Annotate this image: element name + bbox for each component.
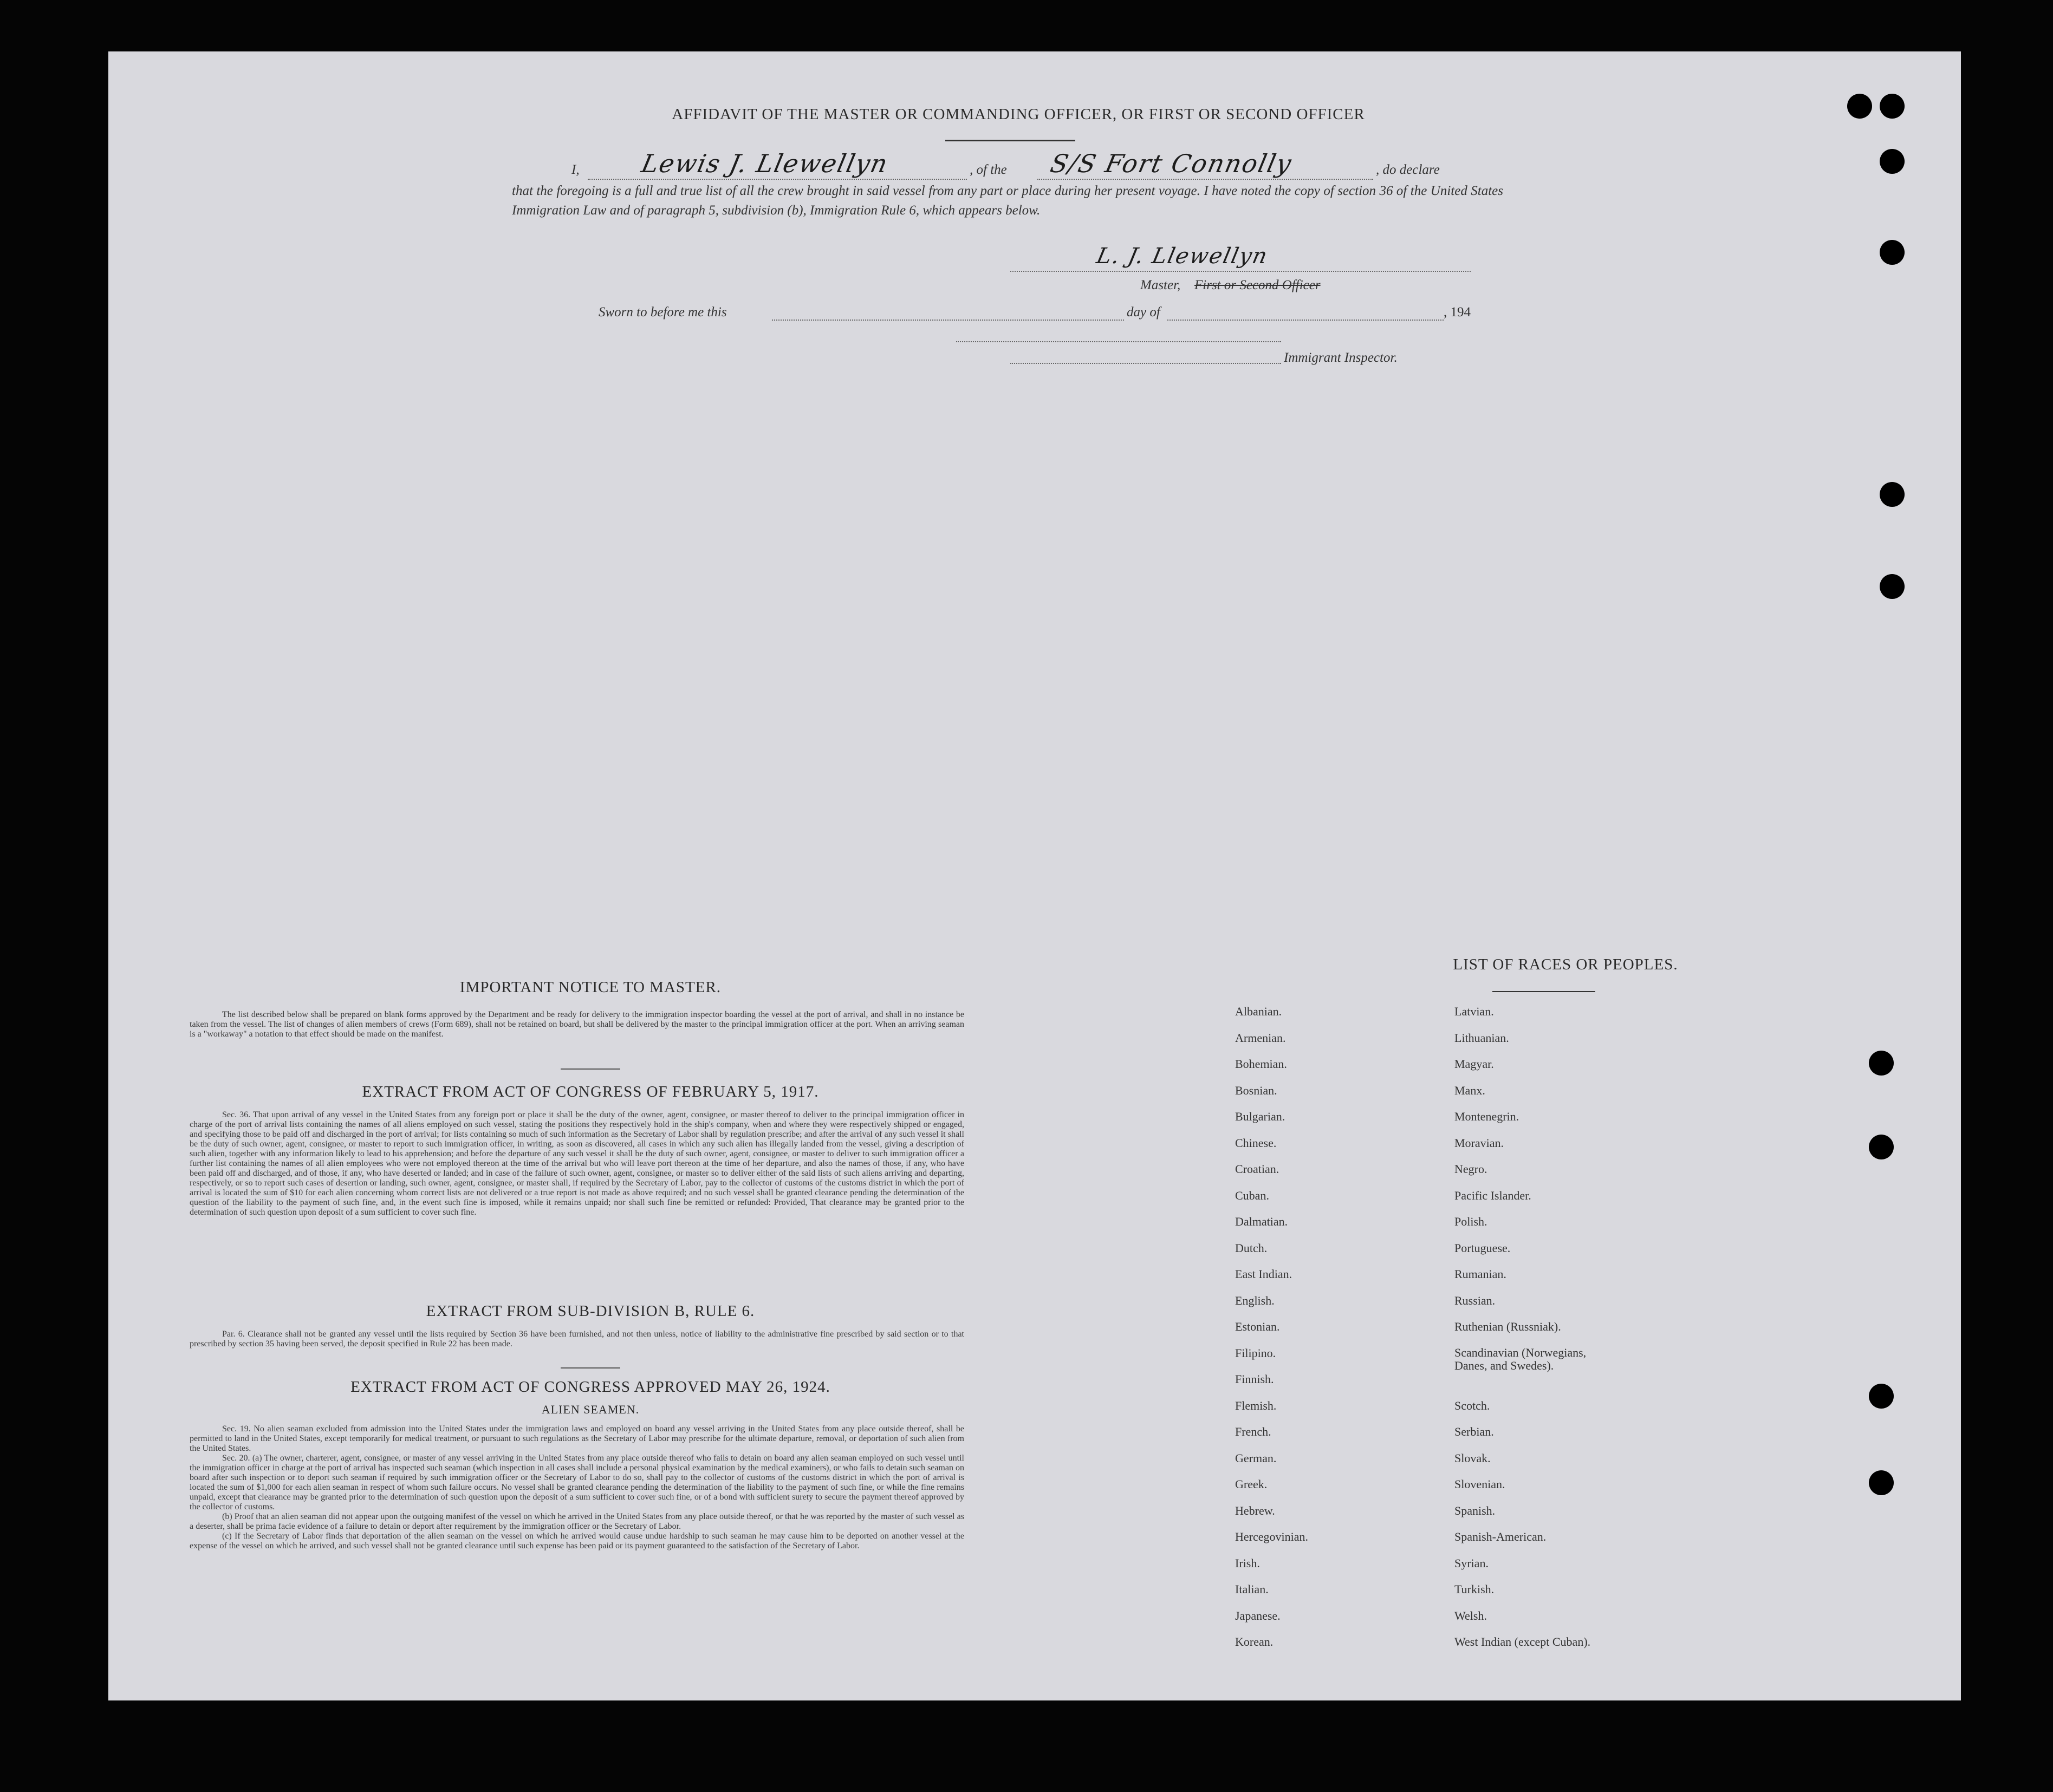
race-item: Lithuanian. <box>1454 1031 1509 1045</box>
race-item: Japanese. <box>1235 1608 1281 1622</box>
divider <box>561 1068 620 1070</box>
race-item: Bohemian. <box>1235 1057 1287 1071</box>
sec20b-paragraph: (b) Proof that an alien seaman did not appear upon the outgoing manifest of the vessel on which he arrived in the United States from any place outside thereof, or that he was reported by the master of such vessel as a deserter, shall be prima facie evidence of a failure to detain or deport after requirement by the immigration officer or the Secretary of Labor. <box>190 1512 964 1531</box>
race-item: German. <box>1235 1451 1277 1465</box>
race-item: Moravian. <box>1454 1136 1504 1150</box>
race-item: Latvian. <box>1454 1005 1494 1018</box>
race-item: Armenian. <box>1235 1031 1286 1045</box>
races-left-column <box>1235 1005 1308 1661</box>
punch-hole <box>1869 1470 1894 1495</box>
notice-paragraph: The list described below shall be prepared on blank forms approved by the Department and be ready for delivery to the immigration inspector boarding the vessel at the port of arrival, and shall in no instance be taken from the vessel. The list of changes of alien members of crews (Form 689), shall not be retained on board, but shall be delivered by the master to the principal immigration officer at the port. When an arriving seaman is a "workaway" a notation to that effect should be made on the manifest. <box>190 1010 964 1039</box>
race-item: Montenegrin. <box>1454 1110 1519 1123</box>
race-item: Spanish. <box>1454 1503 1496 1517</box>
races-rule <box>1492 991 1595 992</box>
par6-paragraph: Par. 6. Clearance shall not be granted any vessel until the lists required by Section 36 have been furnished, and not then unless, notice of liability to the administrative fine prescribed by said section or to that prescribed by section 35 having been served, the deposit specified in Rule 22 has been made. <box>190 1330 964 1348</box>
year-label: , 194 <box>1444 305 1471 320</box>
sworn-label: Sworn to before me this <box>599 305 727 320</box>
race-item: Slovenian. <box>1454 1477 1505 1491</box>
race-item: French. <box>1235 1425 1271 1438</box>
race-item: Croatian. <box>1235 1162 1279 1176</box>
race-item: Slovak. <box>1454 1451 1491 1465</box>
race-item: Italian. <box>1235 1582 1269 1596</box>
divider <box>561 1367 620 1369</box>
race-item: Korean. <box>1235 1635 1274 1648</box>
races-right-column <box>1454 1005 1617 1661</box>
race-item: Welsh. <box>1454 1608 1487 1622</box>
day-of-label: day of <box>1127 305 1160 320</box>
race-item: Finnish. <box>1235 1372 1274 1386</box>
race-item: Hercegovinian. <box>1235 1530 1308 1543</box>
extract-1924-subtitle: ALIEN SEAMEN. <box>541 1403 640 1416</box>
punch-hole <box>1880 149 1905 174</box>
title-rule <box>945 140 1075 141</box>
extract-1924-text <box>190 1424 964 1551</box>
signature-line <box>1010 271 1471 272</box>
sec20a-paragraph: Sec. 20. (a) The owner, charterer, agent, consignee, or master of any vessel arriving in the United States from any place outside thereof who fails to detain on board any alien seaman employed on such vessel until the immigration officer in charge at the port of arrival has inspected such seaman (which inspection in all cases shall include a personal physical examination by the medical examiners), or who fails to detain such seaman on board after such inspection or to deport such seaman if required by such immigration officer or the Secretary of Labor to do so, shall pay to the collector of customs of the customs district in which the port of arrival is located the sum of $1,000 for each alien seaman in respect of whom such failure occurs. No vessel shall be granted clearance pending the determination of the liability to the payment of such fine, or while the fine remains unpaid, except that clearance may be granted prior to the determination of such question upon the deposit of a sum sufficient to cover such fine, or of a bond with sufficient surety to secure the payment thereof approved by the collector of customs. <box>190 1454 964 1511</box>
race-item: Dutch. <box>1235 1241 1268 1255</box>
race-item: Ruthenian (Russniak). <box>1454 1320 1561 1333</box>
race-item: Russian. <box>1454 1293 1496 1307</box>
punch-hole <box>1869 1051 1894 1076</box>
race-item: Turkish. <box>1454 1582 1495 1596</box>
punch-hole <box>1880 240 1905 265</box>
extract-1917-title: EXTRACT FROM ACT OF CONGRESS OF FEBRUARY 5, 1917. <box>362 1083 819 1100</box>
race-item: Filipino. <box>1235 1346 1276 1360</box>
declaration-text: that the foregoing is a full and true list of all the crew brought in said vessel from any part or place during her present voyage. I have noted the copy of section 36 of the United States Immigration Law and of paragraph 5, subdivision (b), Immigration Rule 6, which appears below. <box>512 184 1503 218</box>
punch-hole <box>1880 574 1905 599</box>
signature-handwritten: L. J. Llewellyn <box>1094 244 1271 269</box>
extract-rule6-text <box>190 1330 964 1349</box>
race-item: Negro. <box>1454 1162 1487 1176</box>
punch-hole <box>1880 94 1905 119</box>
punch-hole <box>1847 94 1872 119</box>
vessel-blank <box>1037 179 1373 180</box>
i-label: I, <box>571 162 580 177</box>
of-the-label: , of the <box>970 162 1007 177</box>
sec36-paragraph: Sec. 36. That upon arrival of any vessel in the United States from any foreign port or place it shall be the duty of the owner, agent, consignee, or master thereof to deliver to the principal immigration officer in charge of the port of arrival lists containing the names of all aliens employed on such vessel, stating the positions they respectively hold in the ship's company, when and where they were respectively shipped or engaged, and specifying those to be paid off and discharged in the port of arrival; for lists containing so much of such information as the Secretary of Labor shall by regulation prescribe; and after the arrival of any such vessel it shall be the duty of such owner, agent, consignee, or master to report to such immigration officer, in writing, as soon as discovered, all cases in which any such alien has illegally landed from the vessel, giving a description of such alien, together with any information likely to lead to his apprehension; and before the departure of any such vessel it shall be the duty of such owner, agent, consignee, or master to deliver to such immigration officer a further list containing the names of all alien employees who were not employed thereon at the time of the arrival but who will leave port thereon at the time of her departure, and also the names of those, if any, who have been paid off and discharged, and of those, if any, who have deserted or landed; and in case of the failure of such owner, agent, consignee, or master so to deliver either of the said lists of such aliens arriving and departing, respectively, or so to report such cases of desertion or landing, such owner, agent, consignee, or master shall, if required by the Secretary of Labor, pay to the collector of customs of the customs district in which the port of arrival is located the sum of $10 for each alien concerning whom correct lists are not delivered or a true report is not made as above required; and no such vessel shall be granted clearance pending the determination of the question of the liability to the payment of such fine, and, in the event such fine is imposed, while it remains unpaid; nor shall such fine be remitted or refunded: Provided, That clearance may be granted prior to the determination of such question upon deposit of a sum sufficient to cover such fine. <box>190 1110 964 1217</box>
master-name-blank <box>588 179 967 180</box>
master-name-handwritten: Lewis J. Llewellyn <box>639 149 892 178</box>
race-item: Bulgarian. <box>1235 1110 1285 1123</box>
race-item: Chinese. <box>1235 1136 1277 1150</box>
race-item: English. <box>1235 1293 1275 1307</box>
race-item: Flemish. <box>1235 1398 1277 1412</box>
races-title: LIST OF RACES OR PEOPLES. <box>1453 956 1678 973</box>
race-item: Greek. <box>1235 1477 1268 1491</box>
race-item: Pacific Islander. <box>1454 1188 1531 1202</box>
master-label: Master, <box>1140 278 1181 292</box>
notice-text <box>190 1010 964 1039</box>
race-item: Syrian. <box>1454 1556 1489 1570</box>
race-item: Spanish-American. <box>1454 1530 1547 1543</box>
notice-title: IMPORTANT NOTICE TO MASTER. <box>459 979 722 996</box>
race-item: Bosnian. <box>1235 1083 1277 1097</box>
race-item: Cuban. <box>1235 1188 1269 1202</box>
sec19-paragraph: Sec. 19. No alien seaman excluded from admission into the United States under the immigration laws and employed on board any vessel arriving in the United States from any place outside thereof, shall be permitted to land in the United States, except temporarily for medical treatment, or pursuant to such regulations as the Secretary of Labor may prescribe for the ultimate departure, removal, or deportation of such alien from the United States. <box>190 1424 964 1453</box>
inspector-label: Immigrant Inspector. <box>1284 350 1398 365</box>
punch-hole <box>1869 1384 1894 1409</box>
race-item: Manx. <box>1454 1083 1485 1097</box>
punch-hole <box>1880 482 1905 507</box>
race-item: Scandinavian (Norwegians, Danes, and Swedes). <box>1454 1345 1587 1372</box>
sworn-day-line <box>772 320 1124 321</box>
race-item: Rumanian. <box>1454 1267 1506 1281</box>
race-item: Albanian. <box>1235 1005 1282 1018</box>
document-page <box>108 51 1961 1700</box>
inspector-line-1 <box>956 341 1281 342</box>
officer-struck-label: First or Second Officer <box>1194 278 1321 292</box>
race-item: Polish. <box>1454 1215 1487 1228</box>
race-item <box>1454 1372 1617 1399</box>
do-declare-label: , do declare <box>1376 162 1440 177</box>
sec20c-paragraph: (c) If the Secretary of Labor finds that deportation of the alien seaman on the vessel on which he arrived would cause undue hardship to such seaman he may cause him to be deported on another vessel at the expense of the vessel on which he arrived, and such vessel shall not be granted clearance until such expense has been paid or its payment guaranteed to the satisfaction of the Secretary of Labor. <box>190 1532 964 1550</box>
race-item: Irish. <box>1235 1556 1260 1570</box>
sworn-month-line <box>1167 320 1444 321</box>
race-item: Hebrew. <box>1235 1503 1275 1517</box>
race-item: Estonian. <box>1235 1320 1280 1333</box>
race-item: West Indian (except Cuban). <box>1454 1635 1591 1648</box>
race-item: Dalmatian. <box>1235 1215 1288 1228</box>
race-item: Magyar. <box>1454 1057 1494 1071</box>
race-item: Scotch. <box>1454 1398 1490 1412</box>
race-item: Portuguese. <box>1454 1241 1511 1255</box>
punch-hole <box>1869 1135 1894 1159</box>
vessel-handwritten: S/S Fort Connolly <box>1048 149 1295 178</box>
extract-rule6-title: EXTRACT FROM SUB-DIVISION B, RULE 6. <box>426 1302 755 1320</box>
extract-1924-title: EXTRACT FROM ACT OF CONGRESS APPROVED MAY 26, 1924. <box>350 1378 830 1396</box>
race-item: East Indian. <box>1235 1267 1292 1281</box>
inspector-line-2 <box>1010 363 1281 364</box>
extract-1917-text <box>190 1110 964 1217</box>
race-item: Serbian. <box>1454 1425 1494 1438</box>
affidavit-title: AFFIDAVIT OF THE MASTER OR COMMANDING OFFICER, OR FIRST OR SECOND OFFICER <box>672 106 1365 123</box>
